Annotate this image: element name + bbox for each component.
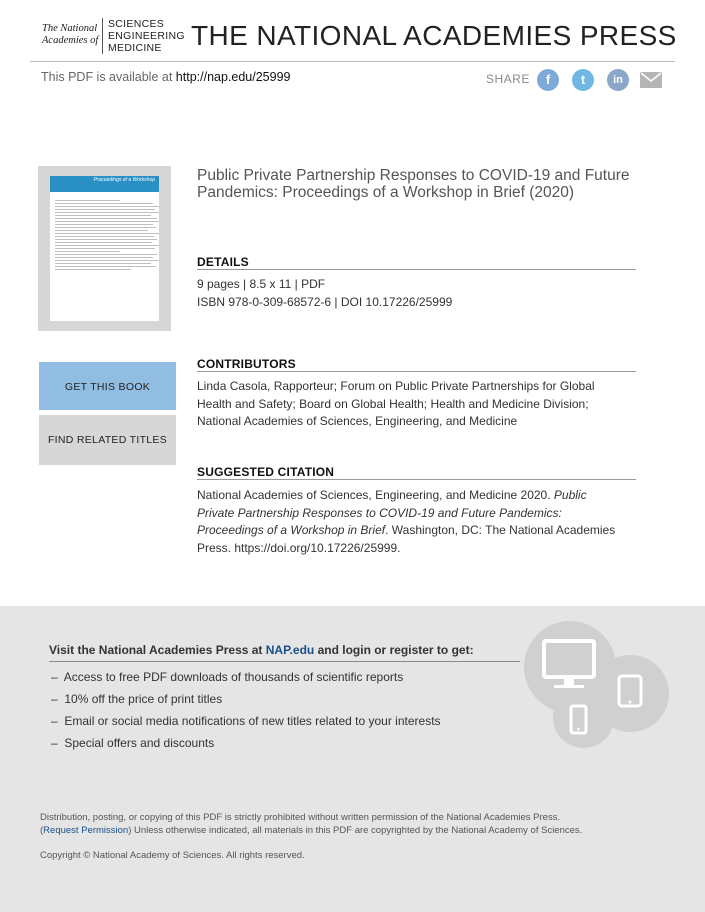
request-permission-link[interactable]: Request Permission	[43, 825, 129, 836]
cover-text-line	[55, 212, 159, 213]
nasem-logo-right	[108, 18, 185, 54]
phone-icon	[571, 706, 586, 733]
cover-text-line	[55, 245, 159, 246]
bullet-dash: –	[51, 714, 58, 728]
share-label: SHARE	[486, 72, 530, 86]
contributors-text: Linda Casola, Rapporteur; Forum on Public Private Partnerships for Global Health and Safety; Board on Global Health; Health and Medicine Division; National Academies of Sciences, Engineering, and Medicine	[197, 379, 595, 428]
device-icons	[524, 621, 674, 751]
details-heading: DETAILS	[197, 255, 249, 269]
cover-text-line	[55, 236, 154, 237]
book-cover-image	[50, 176, 159, 321]
cover-text-line	[55, 269, 131, 270]
list-item	[51, 714, 441, 728]
contributors-heading: CONTRIBUTORS	[197, 357, 296, 371]
bullet-text: 10% off the price of print titles	[64, 692, 223, 706]
cover-text-line	[55, 257, 153, 258]
cover-text-line	[55, 230, 148, 231]
tablet-icon	[619, 676, 641, 706]
permission-line	[40, 825, 582, 836]
list-item	[51, 692, 222, 706]
press-title: THE NATIONAL ACADEMIES PRESS	[191, 20, 677, 51]
envelope-shape	[640, 72, 662, 88]
availability-prefix: This PDF is available at	[41, 70, 173, 84]
availability-line	[41, 70, 290, 84]
bullet-text: Email or social media notifications of new titles related to your interests	[64, 714, 441, 728]
bullet-dash: –	[51, 692, 58, 706]
linkedin-icon[interactable]: in	[607, 69, 629, 91]
book-title: Public Private Partnership Responses to COVID-19 and Future Pandemics: Proceedings of a Workshop in Brief (2020)	[197, 167, 630, 201]
details-rule	[197, 269, 636, 270]
promo-rule	[49, 661, 520, 662]
cover-text-line	[55, 206, 159, 207]
bullet-text: Special offers and discounts	[64, 736, 215, 750]
cover-band: Proceedings of a Workshop	[50, 176, 159, 192]
cover-text-line	[55, 260, 159, 261]
logo-line1: The National	[42, 23, 98, 34]
header-divider	[30, 61, 675, 62]
paren-open: (	[40, 825, 44, 836]
permission-rest: ) Unless otherwise indicated, all materials in this PDF are copyrighted by the National Academy of Sciences.	[128, 825, 583, 836]
promo-heading-post: and login or register to get:	[314, 643, 474, 657]
bullet-dash: –	[51, 736, 58, 750]
list-item	[51, 736, 214, 750]
cover-text-line	[55, 254, 157, 255]
distribution-notice: Distribution, posting, or copying of this PDF is strictly prohibited without written permission of the National Academies Press.	[40, 812, 561, 823]
logo-medicine: MEDICINE	[108, 42, 162, 54]
availability-url-link[interactable]: http://nap.edu/25999	[175, 70, 291, 84]
citation-part2: . Washington, DC: The National Academies Press. https://doi.org/10.17226/25999.	[197, 523, 616, 555]
facebook-icon[interactable]: f	[537, 69, 559, 91]
cover-text-line	[55, 200, 120, 201]
cover-text-line	[55, 203, 153, 204]
details-format: 9 pages | 8.5 x 11 | PDF	[197, 277, 326, 291]
twitter-icon[interactable]: t	[572, 69, 594, 91]
logo-divider	[102, 18, 103, 54]
bullet-dash: –	[51, 670, 58, 684]
cover-text-line	[55, 215, 151, 216]
cover-text-line	[55, 263, 151, 264]
promo-heading	[49, 643, 474, 657]
cover-text-line	[55, 224, 153, 225]
copyright-line: Copyright © National Academy of Sciences. All rights reserved.	[40, 850, 305, 861]
list-item	[51, 670, 403, 684]
logo-line2: Academies of	[42, 35, 99, 46]
book-cover-frame[interactable]	[38, 166, 171, 331]
cover-text-lines	[50, 192, 159, 270]
cover-text-line	[55, 227, 156, 228]
cover-text-line	[55, 251, 120, 252]
header	[0, 0, 705, 62]
find-related-titles-button[interactable]: FIND RELATED TITLES	[39, 415, 176, 465]
cover-text-line	[55, 218, 157, 219]
contributors-rule	[197, 371, 636, 372]
nap-edu-link[interactable]: NAP.edu	[265, 643, 315, 657]
logo-sciences: SCIENCES	[108, 18, 165, 30]
get-this-book-button[interactable]: GET THIS BOOK	[39, 362, 176, 410]
promo-heading-pre: Visit the National Academies Press at	[49, 643, 266, 657]
logo-engineering: ENGINEERING	[108, 30, 185, 42]
cover-text-line	[55, 248, 155, 249]
nasem-logo-left	[42, 23, 98, 47]
cover-text-line	[55, 239, 157, 240]
citation-part1: National Academies of Sciences, Engineering, and Medicine 2020.	[197, 488, 554, 502]
citation-heading: SUGGESTED CITATION	[197, 465, 335, 479]
email-icon[interactable]	[640, 72, 662, 88]
cover-text-line	[55, 266, 156, 267]
citation-title-italic: Public Private Partnership Responses to COVID-19 and Future Pandemics: Proceedings of a Workshop in Brief	[197, 488, 587, 537]
monitor-icon	[544, 641, 594, 688]
bullet-text: Access to free PDF downloads of thousands of scientific reports	[63, 670, 404, 684]
citation-rule	[197, 479, 636, 480]
cover-text-line	[55, 221, 159, 222]
cover-text-line	[55, 233, 159, 234]
citation-text	[197, 487, 627, 557]
details-isbn-doi: ISBN 978-0-309-68572-6 | DOI 10.17226/25999	[197, 295, 453, 309]
cover-text-line	[55, 209, 155, 210]
cover-text-line	[55, 242, 152, 243]
